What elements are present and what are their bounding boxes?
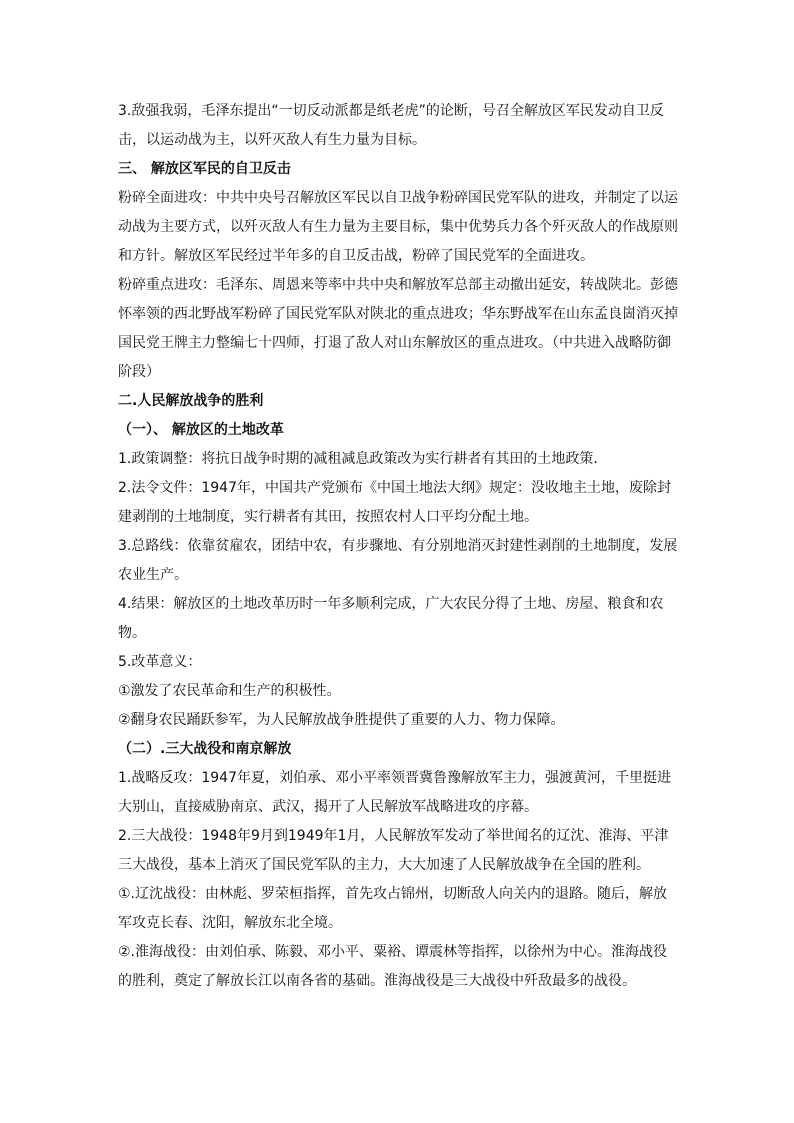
paragraph-significance-2: ②翻身农民踊跃参军，为人民解放战争胜提供了重要的人力、物力保障。	[118, 712, 565, 728]
paragraph-three-campaigns: 2.三大战役：1948年9月到1949年1月，人民解放军发动了举世闻名的辽沈、淮海、平津三大战役，基本上消灭了国民党军队的主力，大大加速了人民解放战争在全国的胜利。	[118, 828, 669, 873]
paragraph-general-line: 3.总路线：依靠贫雇农，团结中农，有步骤地、有分别地消灭封建性剥削的土地制度，发展农业生产。	[118, 538, 678, 583]
heading-three-campaigns: （二）.三大战役和南京解放	[118, 741, 292, 757]
paragraph-liaoshen: ①.辽沈战役：由林彪、罗荣桓指挥，首先攻占锦州，切断敌人向关内的退路。随后，解放军攻克长春、沈阳，解放东北全境。	[118, 886, 667, 931]
paragraph-strategic-counteroffensive: 1.战略反攻：1947年夏，刘伯承、邓小平率领晋冀鲁豫解放军主力，强渡黄河，千里挺进大别山，直接威胁南京、武汉，揭开了人民解放军战略进攻的序幕。	[118, 770, 671, 815]
paragraph-significance: 5.改革意义：	[118, 654, 202, 670]
heading-self-defense: 三、 解放区军民的自卫反击	[118, 161, 291, 177]
paragraph-result: 4.结果：解放区的土地改革历时一年多顺利完成，广大农民分得了土地、房屋、粮食和农物。	[118, 596, 664, 641]
document-page	[118, 97, 680, 996]
paragraph-significance-1: ①激发了农民革命和生产的积极性。	[118, 683, 341, 699]
paragraph-1: 3.敌强我弱，毛泽东提出“一切反动派都是纸老虎”的论断，号召全解放区军民发动自卫反击，以运动战为主，以歼灭敌人有生力量为目标。	[118, 103, 664, 148]
paragraph-policy: 1.政策调整：将抗日战争时期的减租减息政策改为实行耕者有其田的土地政策.	[118, 451, 598, 467]
paragraph-law: 2.法令文件：1947年，中国共产党颁布《中国土地法大纲》规定：没收地主土地，废除封建剥削的土地制度，实行耕者有其田，按照农村人口平均分配土地。	[118, 480, 671, 525]
paragraph-full-offensive: 粉碎全面进攻：中共中央号召解放区军民以自卫战争粉碎国民党军队的进攻，并制定了以运动战为主要方式，以歼灭敌人有生力量为主要目标，集中优势兵力各个歼灭敌人的作战原则和方针。解放区军民经过半年多的自卫反击战，粉碎了国民党军的全面进攻。	[118, 190, 678, 264]
heading-victory: 二.人民解放战争的胜利	[118, 393, 264, 409]
heading-land-reform: （一）、 解放区的土地改革	[118, 422, 284, 438]
paragraph-huaihai: ②.淮海战役：由刘伯承、陈毅、邓小平、粟裕、谭震林等指挥，以徐州为中心。淮海战役的胜利，奠定了解放长江以南各省的基础。淮海战役是三大战役中歼敌最多的战役。	[118, 944, 667, 989]
paragraph-key-offensive: 粉碎重点进攻：毛泽东、周恩来等率中共中央和解放军总部主动撤出延安，转战陕北。彭德怀率领的西北野战军粉碎了国民党军队对陕北的重点进攻；华东野战军在山东孟良崮消灭掉国民党王牌主力整编七十四师，打退了敌人对山东解放区的重点进攻。（中共进入战略防御阶段）	[118, 277, 678, 380]
